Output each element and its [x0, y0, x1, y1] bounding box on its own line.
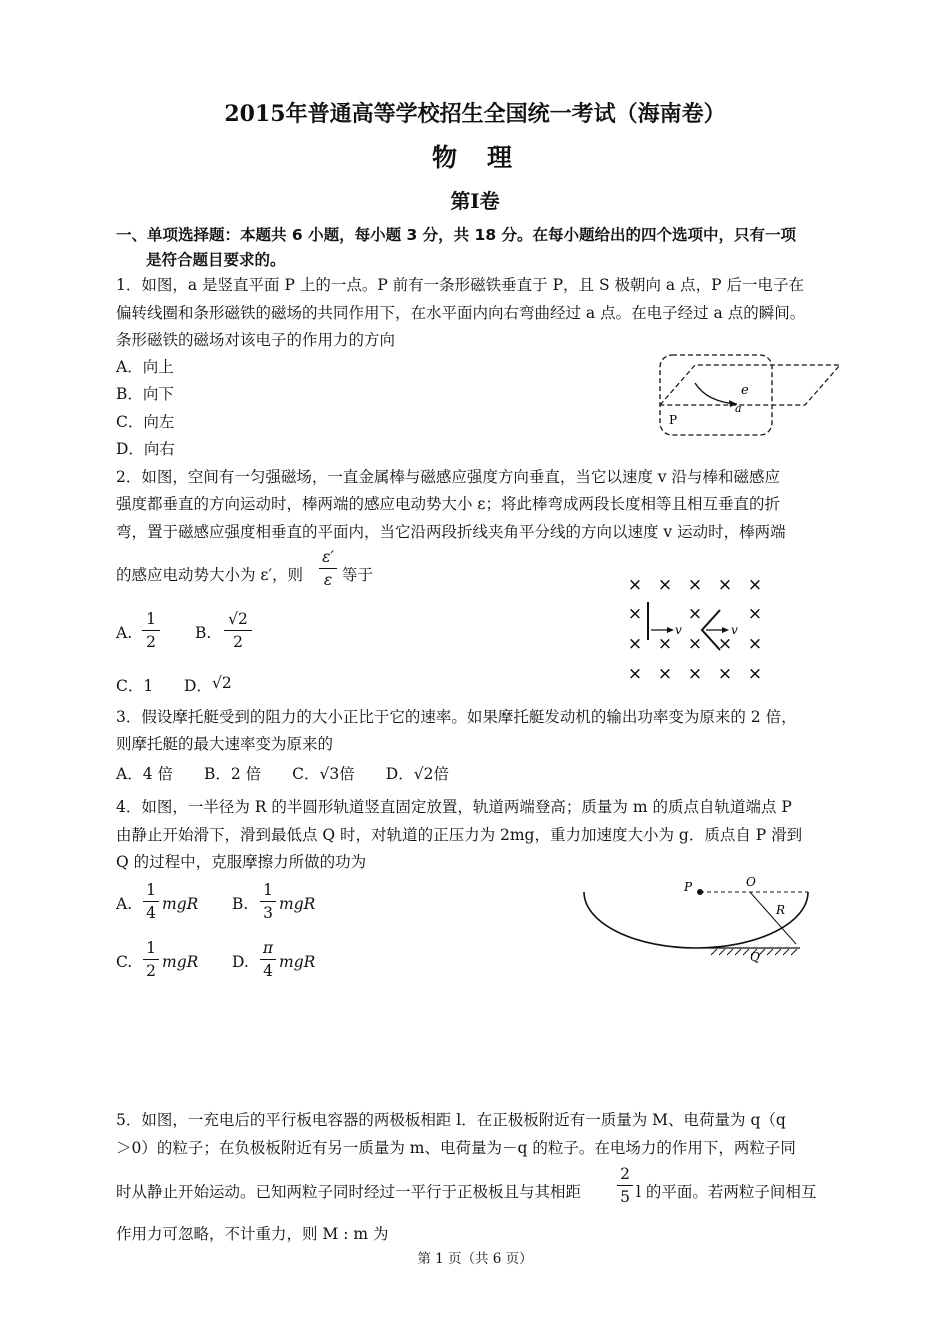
q3-line1: 3．假设摩托艇受到的阻力的大小正比于它的速率。如果摩托艇发动机的输出功率变为原来的 2 倍，	[116, 708, 797, 726]
q2-line3: 弯，置于磁感应强度相垂直的平面内，当它沿两段折线夹角平分线的方向以速度 v 运动时，棒两端	[116, 523, 786, 541]
q4-line1: 4．如图，一半径为 R 的半圆形轨道竖直固定放置，轨道两端登高；质量为 m 的质点自轨道端点 P	[116, 798, 792, 816]
q1-line1: 1．如图，a 是竖直平面 P 上的一点。P 前有一条形磁铁垂直于 P，且 S 极朝向 a 点，P 后一电子在	[116, 276, 804, 294]
q2-option-d-value: √2	[212, 674, 232, 692]
q5-line2: ＞0）的粒子；在负极板附近有另一质量为 m、电荷量为－q 的粒子。在电场力的作用下，两粒子同	[116, 1139, 796, 1157]
q4-label-p: P	[684, 880, 693, 894]
field-cross-mark: ×	[627, 664, 643, 684]
field-cross-mark: ×	[657, 664, 673, 684]
field-cross-mark: ×	[747, 664, 763, 684]
field-cross-mark: ×	[747, 604, 763, 624]
page-footer: 第 1 页（共 6 页）	[417, 1251, 533, 1267]
q5-line1: 5．如图，一充电后的平行板电容器的两极板相距 l．在正极板附近有一质量为 M、电荷量为 q（q	[116, 1111, 786, 1129]
q4-label-o: O	[746, 875, 756, 889]
field-cross-mark: ×	[627, 604, 643, 624]
q3-option-c-value: √3	[319, 765, 340, 783]
volume-title: 第I卷	[450, 189, 500, 213]
q2-option-a-fraction: 1 2	[142, 610, 160, 651]
q4-option-d-label: D.	[232, 953, 249, 971]
q1-label-a: a	[735, 402, 742, 415]
q4-option-c-fraction: 1 2	[143, 939, 159, 980]
q1-line3: 条形磁铁的磁场对该电子的作用力的方向	[116, 331, 396, 349]
q3-option-d-value: √2	[413, 765, 434, 783]
q2-line1: 2．如图，空间有一匀强磁场，一直金属棒与磁感应强度方向垂直，当它以速度 v 沿与棒和磁感应	[116, 468, 780, 486]
q5-line3a: 时从静止开始运动。已知两粒子同时经过一平行于正极板且与其相距	[116, 1183, 582, 1201]
field-cross-mark: ×	[687, 575, 703, 595]
q4-line3: Q 的过程中，克服摩擦力所做的功为	[116, 853, 367, 871]
q2-option-b-fraction: √2 2	[224, 610, 252, 651]
q1-option-d: D．向右	[116, 440, 175, 458]
page-title: 2015年普通高等学校招生全国统一考试（海南卷）	[224, 101, 726, 127]
q2-figure	[620, 572, 770, 687]
q4-option-b-fraction: 1 3	[260, 881, 276, 922]
q4-label-r: R	[776, 903, 786, 917]
field-cross-mark: ×	[627, 575, 643, 595]
q4-line2: 由静止开始滑下，滑到最低点 Q 时，对轨道的正压力为 2mg，重力加速度大小为 g．质点自 P 滑到	[116, 826, 803, 844]
q2-option-d-label: D．	[184, 677, 212, 695]
q4-option-b-label: B.	[232, 895, 249, 913]
q4-option-c-tail: mgR	[162, 953, 199, 971]
field-cross-mark: ×	[657, 634, 673, 654]
q2-line4a: 的感应电动势大小为 ε′，则	[116, 566, 303, 584]
field-cross-mark: ×	[657, 575, 673, 595]
section-instruction-line2: 是符合题目要求的。	[146, 251, 286, 269]
q5-line3b: l 的平面。若两粒子间相互	[636, 1183, 817, 1201]
q2-label-v1: v	[675, 623, 682, 637]
q1-option-a: A．向上	[116, 358, 174, 376]
q4-option-a-tail: mgR	[162, 895, 199, 913]
field-cross-mark: ×	[747, 575, 763, 595]
q2-line2: 强度都垂直的方向运动时，棒两端的感应电动势大小 ε；将此棒弯成两段长度相等且相互垂直的折	[116, 495, 780, 513]
field-cross-mark: ×	[687, 634, 703, 654]
section-instruction-line1: 一、单项选择题：本题共 6 小题，每小题 3 分，共 18 分。在每小题给出的四个选项中，只有一项	[116, 226, 797, 244]
q4-label-q: Q	[750, 950, 760, 964]
field-cross-mark: ×	[687, 604, 703, 624]
field-cross-mark: ×	[627, 634, 643, 654]
q5-line4: 作用力可忽略，不计重力，则 M : m 为	[116, 1225, 389, 1243]
subject-title: 物理	[432, 143, 543, 172]
field-cross-mark: ×	[717, 634, 733, 654]
q1-option-c: C．向左	[116, 413, 175, 431]
field-cross-mark: ×	[717, 575, 733, 595]
q3-line2: 则摩托艇的最大速率变为原来的	[116, 735, 334, 753]
q2-option-b-label: B.	[195, 624, 212, 642]
q4-figure	[578, 872, 818, 967]
q4-option-d-tail: mgR	[279, 953, 316, 971]
q1-line2: 偏转线圈和条形磁铁的磁场的共同作用下，在水平面内向右弯曲经过 a 点。在电子经过 a 点的瞬间。	[116, 304, 806, 322]
q4-option-a-fraction: 1 4	[143, 881, 159, 922]
q2-ratio-den: ε	[323, 571, 333, 589]
q2-ratio-fraction	[319, 548, 337, 589]
q1-label-e: e	[741, 383, 749, 398]
field-cross-mark: ×	[717, 664, 733, 684]
q2-label-v2: v	[731, 623, 738, 637]
q4-option-d-fraction: π 4	[260, 939, 276, 980]
field-cross-mark: ×	[687, 664, 703, 684]
q2-ratio-num: ε′	[322, 548, 334, 566]
q2-option-a-label: A.	[116, 624, 133, 642]
q2-option-c: C．1	[116, 677, 154, 695]
q2-line4b: 等于	[342, 566, 374, 584]
q5-fraction: 2 5	[617, 1165, 633, 1206]
field-cross-mark: ×	[747, 634, 763, 654]
q1-label-p: P	[669, 413, 678, 427]
q4-option-c-label: C.	[116, 953, 133, 971]
q3-options: A．4 倍 B．2 倍 C．√3倍 D．√2倍	[116, 765, 449, 783]
q4-option-b-tail: mgR	[279, 895, 316, 913]
q4-option-a-label: A.	[116, 895, 133, 913]
q1-option-b: B．向下	[116, 385, 174, 403]
q1-figure	[655, 350, 845, 440]
